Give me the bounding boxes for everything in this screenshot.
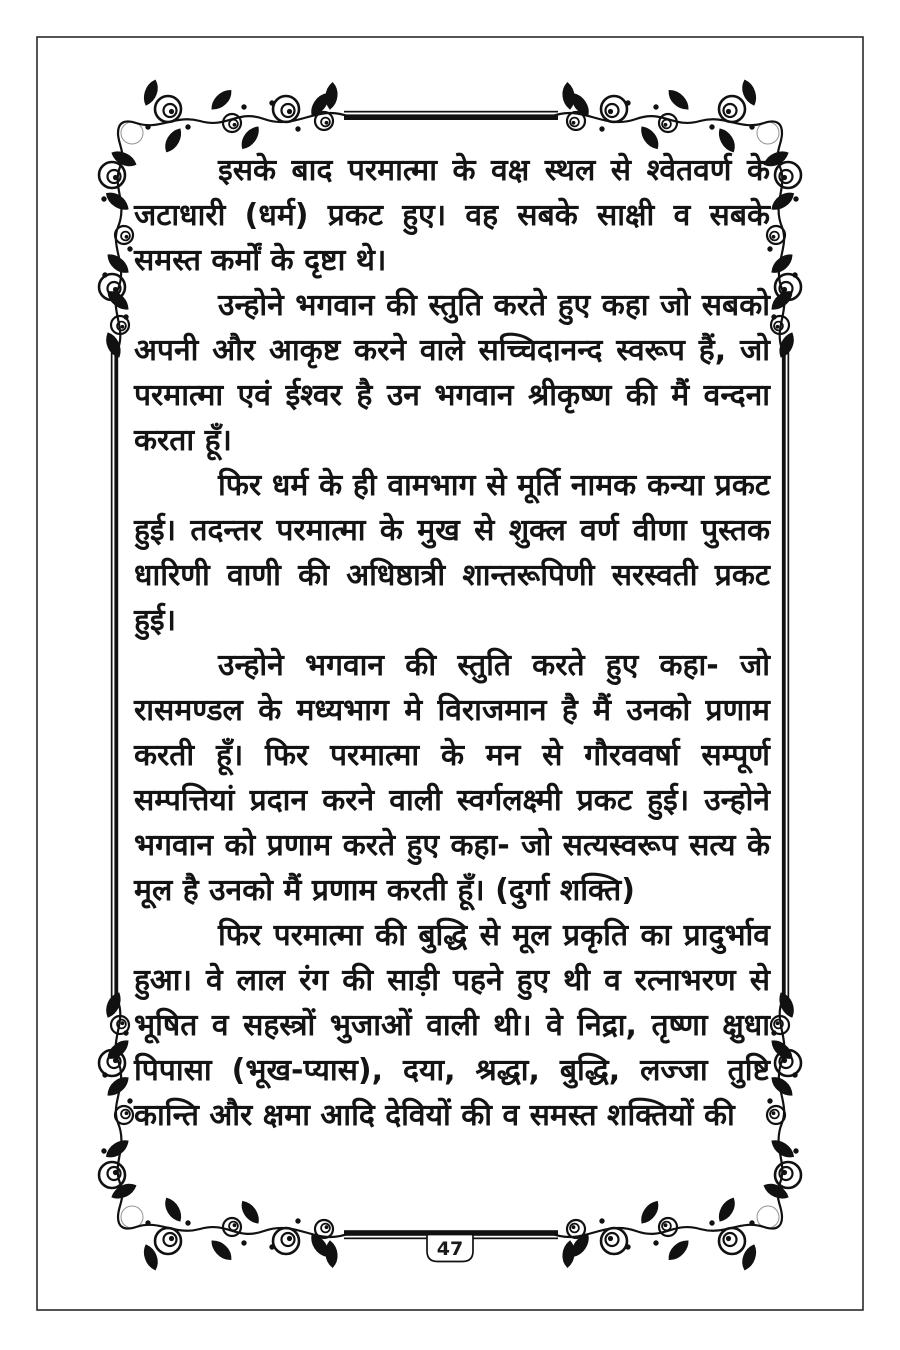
paragraph: उन्होने भगवान की स्तुति करते हुए कहा जो सबको अपनी और आकृष्ट करने वाले सच्चिदानन्द स्वरूप हैं, जो परमात्मा एवं ईश्वर है उन भगवान श्रीकृष्ण की मैं वन्दना करता हूँ। <box>134 288 770 458</box>
page-number: 47 <box>436 1238 464 1260</box>
paragraph: इसके बाद परमात्मा के वक्ष स्थल से श्वेतवर्ण के जटाधारी (धर्म) प्रकट हुए। वह सबके साक्षी व सबके समस्त कर्मों के दृष्टा थे। <box>134 153 770 278</box>
text-block <box>134 148 770 1138</box>
paragraph: फिर परमात्मा की बुद्धि से मूल प्रकृति का प्रादुर्भाव हुआ। वे लाल रंग की साड़ी पहने हुए थी व रत्नाभरण से भूषित व सहस्त्रों भुजाओं वाली थी। वे निद्रा, तृष्णा क्षुधा पिपासा (भूख-प्यास), दया, श्रद्धा, बुद्धि, लज्जा तुष्टि कान्ति और क्षमा आदि देवियों की व समस्त शक्तियों की <box>134 918 770 1133</box>
paragraph: फिर धर्म के ही वामभाग से मूर्ति नामक कन्या प्रकट हुई। तदन्तर परमात्मा के मुख से शुक्ल वर्ण वीणा पुस्तक धारिणी वाणी की अधिष्ठात्री शान्तरूपिणी सरस्वती प्रकट हुई। <box>134 468 770 638</box>
paragraph: उन्होने भगवान की स्तुति करते हुए कहा- जो रासमण्डल के मध्यभाग मे विराजमान है मैं उनको प्रणाम करती हूँ। फिर परमात्मा के मन से गौरववर्षा सम्पूर्ण सम्पत्तियां प्रदान करने वाली स्वर्गलक्ष्मी प्रकट हुई। उन्होने भगवान को प्रणाम करते हुए कहा- जो सत्यस्वरूप सत्य के मूल है उनको मैं प्रणाम करती हूँ। (दुर्गा शक्ति) <box>134 648 770 908</box>
